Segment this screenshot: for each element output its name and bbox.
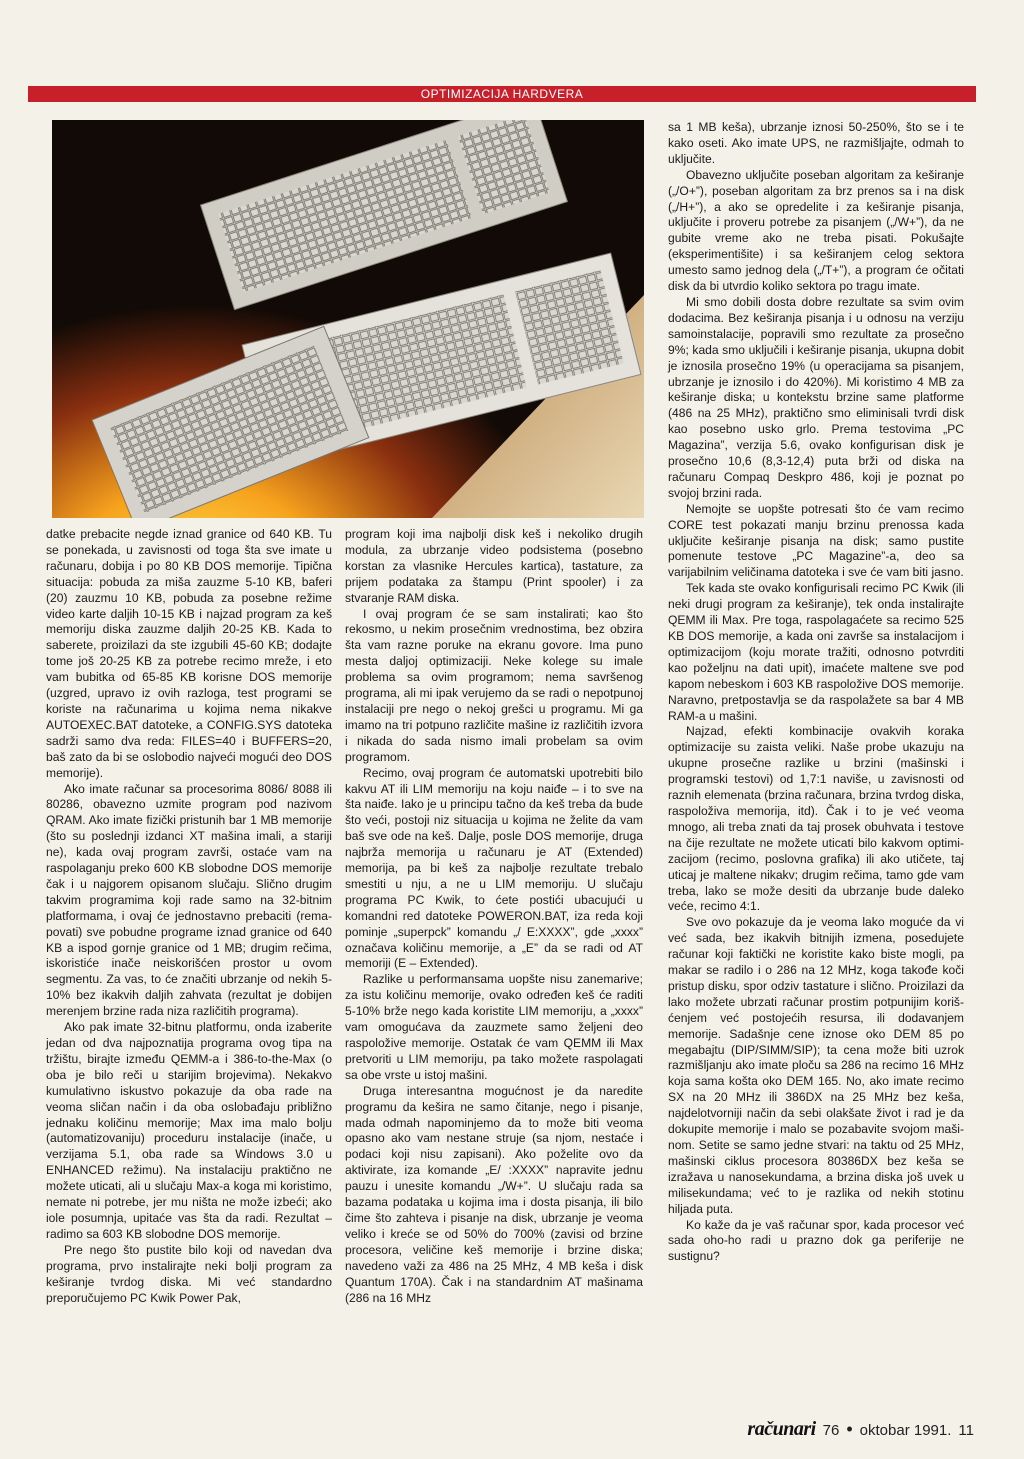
- section-title: OPTIMIZACIJA HARDVERA: [420, 87, 584, 101]
- separator-dot: •: [846, 1419, 853, 1439]
- paragraph: Razlike u performansama uopšte nisu zanemarive; za istu količinu memorije, ovako određen keš će raditi 5-10% brže nego kada koristite LIM memoriju, a „xxxx” vam omogućava da zauzmete samo željeni deo raspoložive memorije. Ostatak će vam QEMM ili Max pretvoriti u LIM memoriju, pa tako možete raspolagati sa obe vrste u istoj mašini.: [345, 972, 643, 1082]
- paragraph: Ako imate računar sa procesorima 8086/ 8088 ili 80286, obavezno uzmite program pod nazivom QRAM. Ako imate fizički pristunih bar 1 MB memorije (što su poslednji izdanci XT mašina imali, a stariji ne), kada ovaj program završi, ostaće vam na raspolaganju preko 600 KB slobodne DOS memorije čak i u najgorem opisanom slučaju. Slično drugim takvim programima koji rade samo na 32-bitnim platformama, i ovaj će jednostavno prebaciti (remapovati) sve pobudne programe iznad granice od 640 KB a ispod gornje granice od 1 MB; drugim rečima, iskoristiće inače neiskorišćen prostor u ovom segmentu. Za vas, to će značiti ubrzanje od nekih 5-10% bez ikakvih daljih zahvata (rezultat je dobijen merenjem brzine rada niza različitih programa).: [46, 781, 332, 1019]
- paragraph: Sve ovo pokazuje da je veoma lako moguće da vi već sada, bez ikakvih bitnijih izmena, posedujete računar koji faktički ne koristite kako biste mogli, pa makar se radilo i o 286 na 12 MHz, koga takođe koči pristup disku, spor odziv tastature i slično. Proizilazi da lako možete ubrzati računar prostim potpunijim korišćenjem već postojećih resursa, ili dodavanjem memorije. Sadašnje cene iznose oko DEM 85 po megabajtu (DIP/SIMM/SIP); ta cena može biti uzrok razmišljanju ako imate ploču sa 286 na recimo 16 MHz koja sama košta oko DEM 165. No, ako imate recimo SX na 20 MHz ili 386DX na 25 MHz bez keša, najdelotvorniji način da sebi olakšate život i rad je da dokupite memorije i malo se pozabavite svojom mašinom. Setite se samo jedne stvari: na taktu od 25 MHz, mašinski ciklus procesora 80386DX bez keša se izražava u nanosekundama, a brzina diska još uvek u milisekundama; već to je razlika od nekih stotinu hiljada puta.: [668, 915, 964, 1216]
- article-column-right: [668, 120, 964, 1265]
- paragraph: Pre nego što pustite bilo koji od navedan dva programa, prvo instalirajte neki bolji program za keširanje tvrdog diska. Mi već standardno preporučujemo PC Kwik Power Pak,: [46, 1242, 332, 1305]
- paragraph: Recimo, ovaj program će automatski upotrebiti bilo kakvu AT ili LIM memoriju na koju naiđe – i to sve na šta naiđe. Iako je u principu tačno da keš treba da bude što veći, postoji niz situacija u kojima ne želite da vam baš sve ode na keš. Dalje, posle DOS memorije, druga najbrža memorija u računaru je AT (Extended) memorija, pa bi keš za najbolje rezultate trebalo smestiti u nju, a ne u LIM memoriju. U slučaju programa PC Kwik, to ćete postići ubacujući u komandni red datoteke POWERON.BAT, iza reda koji pominje „superpck” komandu „/ E:XXXX”, gde „xxxx” označava količinu memorije, a „E” da se radi od AT memoriji (E – Extended).: [345, 765, 643, 971]
- paragraph: I ovaj program će se sam instalirati; kao što rekosmo, u nekim prosečnim vrednostima, bez obzira šta vam razne poruke na ekranu govore. Ima puno mesta daljoj optimizaciji. Neke kolege su imale problema sa ovim programom; nema savršenog programa, ali mi ipak verujemo da se radi o nepotpunoj instalaciji pre nego o nekoj grešci u programu. Mi ga imamo na tri potpuno različite mašine iz različitih izvora i nikada do sada nismo imali probelam sa ovim programom.: [345, 606, 643, 764]
- page-number: 11: [958, 1422, 974, 1439]
- section-header-bar: [28, 86, 976, 102]
- paragraph: Druga interesantna mogućnost je da naredite programu da kešira ne samo čitanje, nego i pisanje, mada odmah napominjemo da to može biti veoma opasno ako vam nestane struje (sa njom, nestaće i podaci koji nisu zapisani). Ako poželite ovo da aktivirate, iza komande „E/ :XXXX” napravite jednu pauzu i unesite komandu „/W+”. U slučaju rada sa bazama podataka u kojima ima i dosta pisanja, ili bilo čime što zahteva i pisanje na disk, ubrzanje je veoma veliko i kreće se od 50% do 700% (zavisi od brzine procesora, veličine keš memorije i brzine diska; navedeno važi za 486 na 25 MHz, 4 MB keša i disk Quantum 170A). Čak i na standardnim AT mašinama (286 na 16 MHz: [345, 1083, 643, 1305]
- paragraph: Nemojte se uopšte potresati što će vam recimo CORE test pokazati manju brzinu prenossa kada uključite keširanje pisanja na disk; samo pustite pomenute testove „PC Magazine”-a, deo sa varijabilnim veličinama datoteka i sve će vam biti jasno.: [668, 501, 964, 580]
- article-column-left: [46, 527, 332, 1306]
- issue-date: oktobar 1991.: [859, 1422, 952, 1439]
- page-footer: [747, 1418, 974, 1442]
- paragraph: Ako pak imate 32-bitnu platformu, onda izaberite jedan od dva najpoznatija programa ovog tipa na tržištu, birajte između QEMM-a i 386-to-the-Max (o oba je bilo reči u starijim brojevima). Nekakvo kumulativno iskustvo pokazuje da oba rade na veoma sličan način i da oba oslobađaju približno jednaku količinu memorije; Max ima malo bolju (automatizovaniju) proceduru instalacije (inače, u verzijama 5.1, oba rade sa Windows 3.0 u ENHANCED režimu). Na instalaciju praktično ne možete uticati, ali u slučaju Max-a koga mi koristimo, nemate ni potrebe, jer mu ništa ne može izbeći; ako iole posumnja, upitaće vas šta da radi. Rezultat – radimo sa 603 KB slobodne DOS memorije.: [46, 1020, 332, 1241]
- keyboards-illustration: [52, 120, 644, 518]
- paragraph: program koji ima najbolji disk keš i nekoliko drugih modula, za ubrzanje video podsistema (posebno korstan za vlasnike Hercules kartica), tastature, za prijem podataka za štampu (Print spooler) i za stvaranje RAM diska.: [345, 527, 643, 605]
- paragraph: Obavezno uključite poseban algoritam za keširanje („/O+”), poseban algoritam za brz prenos sa i na disk („/H+”), a ako se opredelite i za keširanje pisanja, uključite i proveru potrebe za pisanjem („/W+”), da ne gubite vreme ako ne treba pisati. Pokušajte (eksperimentišite) i sa keširanjem celog sektora umesto samo jednog dela („/T+”), a program će očitati disk da bi utvrdio koliko sektora po tragu imate.: [668, 167, 964, 294]
- paragraph: Ko kaže da je vaš računar spor, kada procesor već sada oho-ho radi u prazno dok ga periferije ne sustignu?: [668, 1217, 964, 1264]
- paragraph: Mi smo dobili dosta dobre rezultate sa svim ovim dodacima. Bez keširanja pisanja i u odnosu na verziju samoinstalacije, popravili smo rezultate za prosečno 9%; kada smo uključili i keširanje pisanja, ukupna dobit je iznosila prosečno 19% (u operacijama sa pisanjem, ubrzanje je iznosilo i do 420%). Mi koristimo 4 MB za keširanje diska; u kontekstu brzine same platforme (486 na 25 MHz), praktično smo eliminisali tvrdi disk kao posebno usko grlo. Prema testovima „PC Magazina”, verzija 5.6, ovako konfigurisan disk je prosečno 10,6 (8,3-12,4) puta brži od diska na računaru Compaq Deskpro 486, koji je poznat po svojoj brzini rada.: [668, 294, 964, 500]
- paragraph: Tek kada ste ovako konfigurisali recimo PC Kwik (ili neki drugi program za keširanje), tek onda instalirajte QEMM ili Max. Pre toga, raspolagaćete sa recimo 525 KB DOS memorije, a kada oni završe sa instalacijom i optimizacijom (koju morate tražiti, odnosno potvrditi kao poželjnu na dati upit), imaćete maltene sve pod kapom nebeskom i 603 KB raspoložive DOS memorije. Naravno, pretpostavlja se da raspolažete sa bar 4 MB RAM-a u mašini.: [668, 581, 964, 723]
- issue-number: 76: [822, 1422, 840, 1439]
- keyboards-photo: [52, 120, 644, 518]
- paragraph: datke prebacite negde iznad granice od 640 KB. Tu se ponekada, u zavisnosti od toga šta sve imate u računaru, dobija i po 80 KB DOS memorije. Tipična situacija: pobuda za miša zauzme 5-10 KB, baferi (20) zauzmu 10 KB, pobuda za posebne režime video karte daljih 10-15 KB i najzad program za keš memoriju diska zauzme daljih 20-25 KB. Kada to saberete, proizilazi da ste izgubili 45-60 KB; dodajte tome još 20-25 KB za potrebe recimo mreže, i eto vam bubitka od 65-85 KB korisne DOS memorije (uzgred, upravo iz ovih razloga, test programi se koriste na računarima u kojima nema nikakve AUTOEXEC.BAT datoteke, a CONFIG.SYS datoteka sadrži samo dva reda: FILES=40 i BUFFERS=20, baš zato da bi se oslobodio najveći mogući deo DOS memorije).: [46, 527, 332, 780]
- paragraph: sa 1 MB keša), ubrzanje iznosi 50-250%, što se i te kako oseti. Ako imate UPS, ne razmišljajte, odmah to uključite.: [668, 120, 964, 166]
- article-column-middle: [345, 527, 643, 1306]
- magazine-logo: računari: [747, 1418, 816, 1440]
- paragraph: Najzad, efekti kombinacije ovakvih koraka optimizacije su zaista veliki. Naše probe ukazuju na ukupne prosečne razlike u brzini (mašinski i programski testovi) od 1,7:1 naviše, u zavisnosti od raznih elemenata (brzina računara, brzina tvrdog diska, raspoloživa memorija, itd). Čak i to je već veoma mnogo, ali treba znati da taj prosek obuhvata i testove na čije rezultate ne možete uticati bilo kakvom optimizacijom (recimo, poslovna grafika) ili ako utičete, taj uticaj je maltene nikakv; drugim rečima, tamo gde vam treba, lako se može desiti da ubrzanje bude daleko veće, recimo 4:1.: [668, 724, 964, 914]
